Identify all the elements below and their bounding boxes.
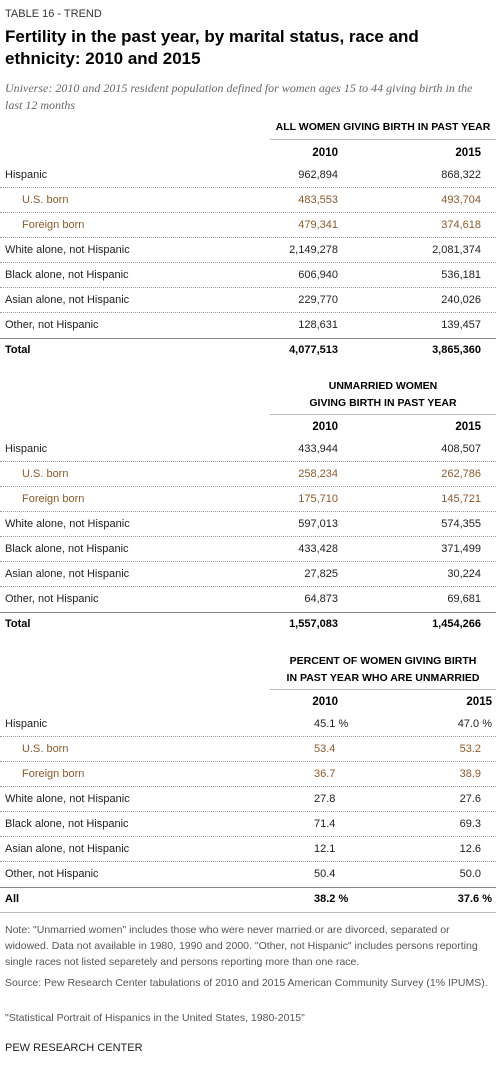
table-row	[0, 812, 496, 837]
table-row	[0, 487, 496, 512]
value-2015: 574,355	[441, 518, 481, 530]
table-label: TABLE 16 - TREND	[5, 8, 102, 20]
heading-rule	[270, 414, 496, 415]
value-2015: 145,721	[441, 493, 481, 505]
table-row	[0, 787, 496, 812]
value-2010: 962,894	[298, 169, 338, 181]
total-row	[0, 887, 496, 912]
value-2010: 27.8	[314, 793, 336, 805]
table-row	[0, 288, 496, 313]
value-2015: 53.2	[459, 743, 481, 755]
table-row	[0, 762, 496, 787]
page-title: Fertility in the past year, by marital status, race and ethnicity: 2010 and 2015	[5, 27, 419, 68]
table-row	[0, 562, 496, 587]
value-2010: 71.4	[314, 818, 336, 830]
table-row	[0, 437, 496, 462]
value-2010: 1,557,083	[289, 618, 338, 630]
value-2010: 38.2 %	[314, 893, 349, 905]
section-heading	[270, 378, 496, 412]
row-label: Total	[5, 618, 31, 630]
heading-rule	[270, 689, 496, 690]
row-label: Hispanic	[5, 718, 48, 730]
value-2015: 536,181	[441, 269, 481, 281]
section-heading	[270, 119, 496, 136]
section-heading-line: PERCENT OF WOMEN GIVING BIRTH	[289, 655, 477, 667]
value-2015: 371,499	[441, 543, 481, 555]
table-row	[0, 587, 496, 612]
value-2010: 597,013	[298, 518, 338, 530]
section-heading-line: GIVING BIRTH IN PAST YEAR	[309, 397, 457, 409]
value-2015: 139,457	[441, 319, 481, 331]
row-label: Other, not Hispanic	[5, 319, 99, 331]
value-2015: 240,026	[441, 294, 481, 306]
value-2015: 374,618	[441, 219, 481, 231]
table-row	[0, 712, 496, 737]
value-2010: 175,710	[298, 493, 338, 505]
value-2010: 4,077,513	[289, 344, 338, 356]
value-2015: 12.6	[459, 843, 481, 855]
value-2015: 47.0 %	[457, 718, 492, 730]
value-2010: 53.4	[314, 743, 336, 755]
table-row	[0, 188, 496, 213]
value-2015: 69,681	[447, 593, 481, 605]
table-bottom-rule	[0, 912, 496, 913]
year-2015: 2015	[466, 696, 492, 708]
value-2015: 493,704	[441, 194, 481, 206]
table-row	[0, 462, 496, 487]
row-label: U.S. born	[22, 743, 69, 755]
source-text: Source: Pew Research Center tabulations of 2010 and 2015 American Community Survey (1% IPUMS).	[5, 977, 488, 989]
section-heading	[270, 653, 496, 687]
section-heading-line: ALL WOMEN GIVING BIRTH IN PAST YEAR	[275, 121, 491, 133]
row-label: White alone, not Hispanic	[5, 244, 130, 256]
table-row	[0, 837, 496, 862]
value-2015: 2,081,374	[432, 244, 481, 256]
value-2010: 433,428	[298, 543, 338, 555]
row-label: Black alone, not Hispanic	[5, 818, 129, 830]
value-2010: 483,553	[298, 194, 338, 206]
row-label: Foreign born	[22, 219, 85, 231]
row-label: Asian alone, not Hispanic	[5, 568, 130, 580]
total-row	[0, 612, 496, 637]
credit-text: PEW RESEARCH CENTER	[5, 1042, 143, 1054]
table-row	[0, 737, 496, 762]
value-2015: 69.3	[459, 818, 481, 830]
row-label: Other, not Hispanic	[5, 868, 99, 880]
universe-note: Universe: 2010 and 2015 resident population defined for women ages 15 to 44 giving birth in the last 12 months	[5, 81, 473, 112]
value-2010: 479,341	[298, 219, 338, 231]
table-row	[0, 512, 496, 537]
value-2010: 606,940	[298, 269, 338, 281]
row-label: U.S. born	[22, 194, 69, 206]
row-label: Asian alone, not Hispanic	[5, 843, 130, 855]
value-2010: 128,631	[298, 319, 338, 331]
table-row	[0, 862, 496, 887]
row-label: Black alone, not Hispanic	[5, 543, 129, 555]
row-label: White alone, not Hispanic	[5, 518, 130, 530]
year-2015: 2015	[455, 147, 481, 159]
row-label: Total	[5, 344, 31, 356]
note-text: Note: "Unmarried women" includes those who were never married or are divorced, separated or widowed. Data not available in 1980, 1990 and 2000. "Other, not Hispanic" includes persons reporting single races not listed separetely and persons reporting more than one race.	[5, 924, 478, 968]
year-2010: 2010	[312, 147, 338, 159]
row-label: Black alone, not Hispanic	[5, 269, 129, 281]
heading-rule	[270, 139, 496, 140]
value-2010: 229,770	[298, 294, 338, 306]
value-2010: 27,825	[304, 568, 338, 580]
value-2010: 2,149,278	[289, 244, 338, 256]
row-label: Hispanic	[5, 443, 48, 455]
value-2015: 50.0	[459, 868, 481, 880]
value-2010: 45.1 %	[314, 718, 349, 730]
report-title: "Statistical Portrait of Hispanics in the United States, 1980-2015"	[5, 1012, 305, 1024]
row-label: All	[5, 893, 20, 905]
value-2015: 868,322	[441, 169, 481, 181]
section-heading-line: IN PAST YEAR WHO ARE UNMARRIED	[286, 672, 480, 684]
table-row	[0, 313, 496, 338]
value-2010: 12.1	[314, 843, 336, 855]
year-2015: 2015	[455, 421, 481, 433]
table-row	[0, 263, 496, 288]
value-2015: 408,507	[441, 443, 481, 455]
row-label: White alone, not Hispanic	[5, 793, 130, 805]
row-label: Foreign born	[22, 768, 85, 780]
row-label: Other, not Hispanic	[5, 593, 99, 605]
row-label: Asian alone, not Hispanic	[5, 294, 130, 306]
value-2010: 258,234	[298, 468, 338, 480]
row-label: Foreign born	[22, 493, 85, 505]
value-2010: 433,944	[298, 443, 338, 455]
value-2015: 27.6	[459, 793, 481, 805]
value-2015: 38.9	[459, 768, 481, 780]
value-2015: 1,454,266	[432, 618, 481, 630]
table-row	[0, 537, 496, 562]
row-label: U.S. born	[22, 468, 69, 480]
value-2015: 30,224	[447, 568, 481, 580]
table-row	[0, 213, 496, 238]
value-2010: 36.7	[314, 768, 336, 780]
table-row	[0, 238, 496, 263]
year-2010: 2010	[312, 421, 338, 433]
value-2010: 50.4	[314, 868, 336, 880]
section-heading-line: UNMARRIED WOMEN	[328, 380, 438, 392]
value-2015: 3,865,360	[432, 344, 481, 356]
table-row	[0, 163, 496, 188]
value-2015: 262,786	[441, 468, 481, 480]
value-2010: 64,873	[304, 593, 338, 605]
value-2015: 37.6 %	[457, 893, 492, 905]
row-label: Hispanic	[5, 169, 48, 181]
total-row	[0, 338, 496, 363]
year-2010: 2010	[312, 696, 338, 708]
